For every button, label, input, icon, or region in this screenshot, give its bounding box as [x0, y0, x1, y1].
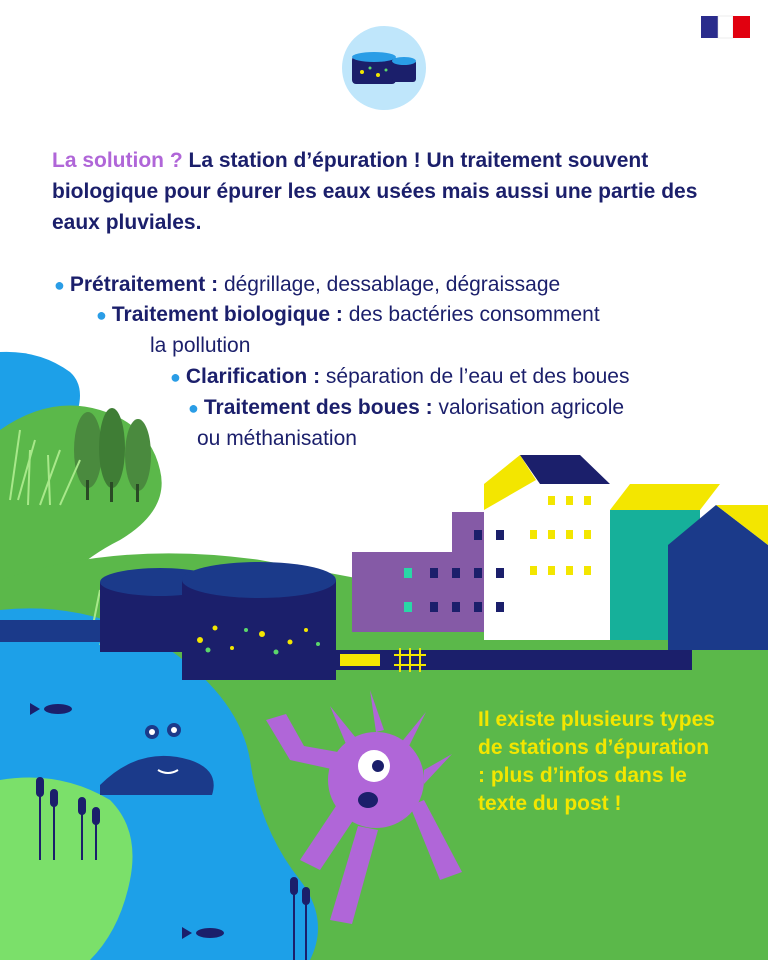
intro-accent: La solution ? — [52, 149, 183, 172]
step-biological-cont: la pollution — [150, 334, 251, 357]
bullet-icon: ● — [54, 275, 65, 295]
intro-text: La station d’épuration ! Un traitement souvent biologique pour épurer les eaux usées mais aussi une partie des eaux pluviales. — [52, 149, 698, 234]
bullet-icon: ● — [170, 367, 181, 387]
step-biological — [96, 299, 600, 331]
step-pretreatment — [54, 269, 560, 301]
step-desc: séparation de l’eau et des boues — [325, 365, 630, 388]
buildings — [352, 455, 768, 650]
step-clarification — [170, 361, 629, 393]
intro-paragraph — [52, 145, 732, 238]
step-term: Traitement des boues : — [203, 396, 433, 419]
step-sludge-cont: ou méthanisation — [197, 427, 357, 450]
bullet-icon: ● — [188, 398, 199, 418]
step-desc: valorisation agricole — [438, 396, 625, 419]
step-term: Traitement biologique : — [111, 303, 343, 326]
french-flag-icon — [701, 16, 750, 38]
step-desc: dégrillage, dessablage, dégraissage — [223, 273, 561, 296]
bullet-icon: ● — [96, 305, 107, 325]
step-sludge — [188, 392, 624, 424]
step-term: Clarification : — [185, 365, 321, 388]
step-desc: des bactéries consomment — [348, 303, 600, 326]
treatment-tank-icon — [342, 26, 426, 110]
info-note: Il existe plusieurs types de stations d’épuration : plus d’infos dans le texte du post ! — [478, 708, 715, 815]
step-term: Prétraitement : — [69, 273, 219, 296]
